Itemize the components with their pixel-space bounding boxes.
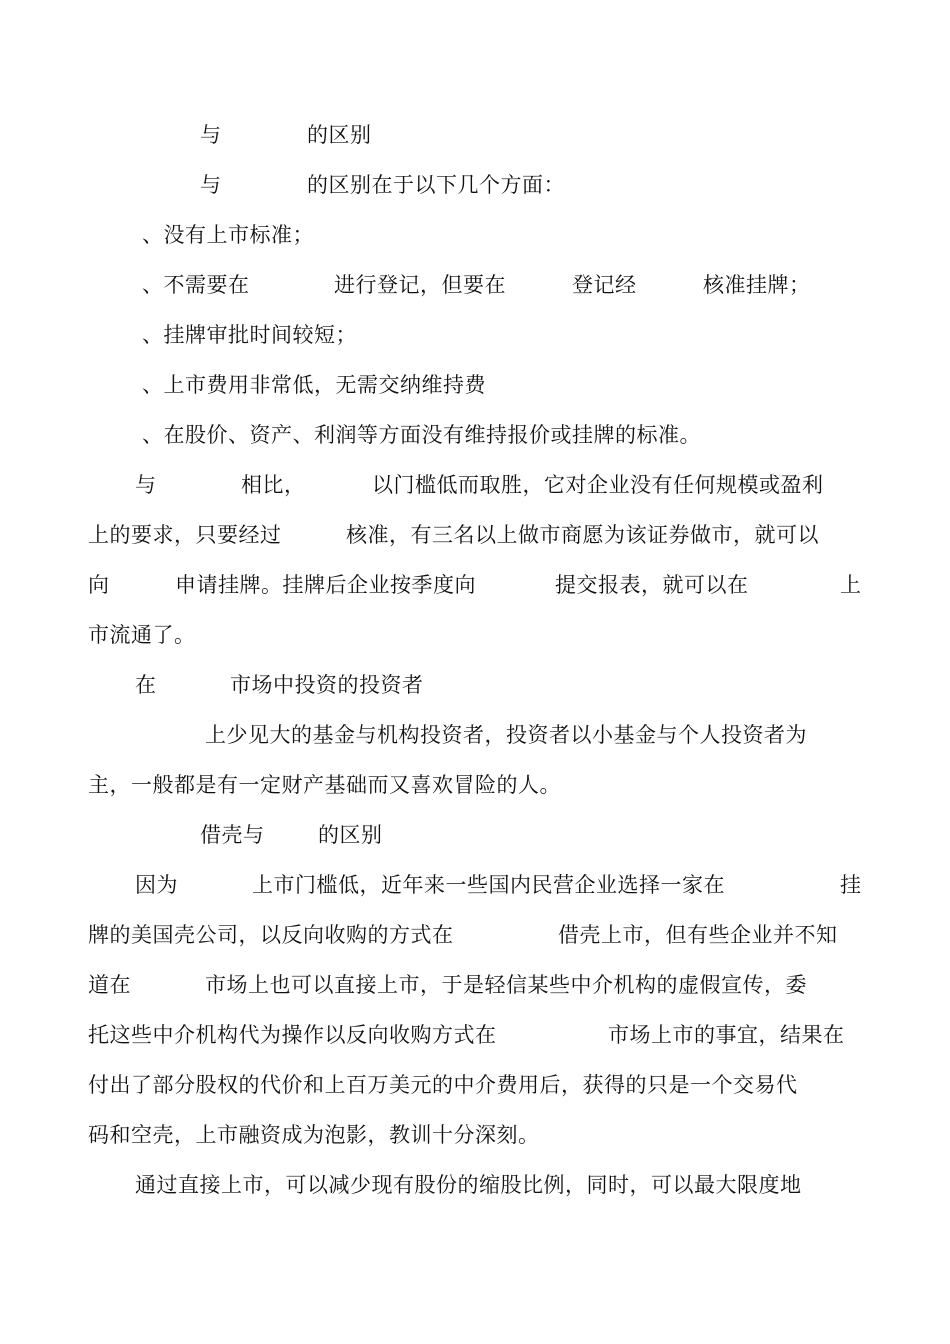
paragraph-text-part: 托这些中介机构代为操作以反向收购方式在 [88,1023,497,1047]
paragraph-text-part: 与 [135,473,157,497]
heading-text-part: 与 [200,123,222,147]
paragraph-line [88,620,196,650]
list-item-text-part: 核准挂牌； [703,273,811,297]
list-item [142,220,314,250]
list-item-text: 、挂牌审批时间较短； [142,323,357,347]
paragraph-text-part: 向 [88,573,110,597]
paragraph-text-part: 以门槛低而取胜，它对企业没有任何规模或盈利 [372,473,824,497]
list-item-text: 、在股价、资产、利润等方面没有维持报价或挂牌的标准。 [142,423,701,447]
paragraph-line [88,1070,798,1100]
list-item [142,420,701,450]
paragraph-text-part: 上的要求，只要经过 [88,523,282,547]
paragraph-text-part: 提交报表，就可以在 [555,573,749,597]
paragraph-text-part: 申请挂牌。挂牌后企业按季度向 [175,573,476,597]
intro-text-part: 的区别在于以下几个方面： [307,173,565,197]
paragraph-text-part: 因为 [135,873,178,897]
heading-text-part: 市场中投资的投资者 [230,673,424,697]
paragraph-text: 市流通了。 [88,623,196,647]
heading-text-part: 的区别 [307,123,372,147]
list-item-text: 、没有上市标准； [142,223,314,247]
paragraph-text: 上少见大的基金与机构投资者，投资者以小基金与个人投资者为 [205,723,807,747]
paragraph-text: 付出了部分股权的代价和上百万美元的中介费用后，获得的只是一个交易代 [88,1073,798,1097]
paragraph-text-part: 市场上也可以直接上市，于是轻信某些中介机构的虚假宣传，委 [205,973,807,997]
paragraph-line [88,1120,540,1150]
paragraph-text-part: 挂 [840,873,862,897]
list-item-text-part: 进行登记，但要在 [334,273,506,297]
list-item-text-part: 登记经 [572,273,637,297]
paragraph-text-part: 上市门槛低，近年来一些国内民营企业选择一家在 [252,873,725,897]
paragraph-text: 码和空壳，上市融资成为泡影，教训十分深刻。 [88,1123,540,1147]
paragraph-text-part: 牌的美国壳公司，以反向收购的方式在 [88,923,454,947]
paragraph-text-part: 市场上市的事宜，结果在 [608,1023,845,1047]
list-item-text: 、上市费用非常低，无需交纳维持费 [142,373,486,397]
paragraph-line [88,770,561,800]
paragraph-text: 通过直接上市，可以减少现有股份的缩股比例，同时，可以最大限度地 [135,1173,802,1197]
paragraph-text-part: 相比， [241,473,306,497]
heading-text-part: 的区别 [318,823,383,847]
paragraph-line [205,720,807,750]
intro-text-part: 与 [200,173,222,197]
heading-text-part: 在 [135,673,157,697]
list-item-text-part: 、不需要在 [142,273,250,297]
list-item [142,320,357,350]
heading-text-part: 借壳与 [200,823,265,847]
list-item [142,370,486,400]
paragraph-line [135,1170,802,1200]
paragraph-text-part: 核准，有三名以上做市商愿为该证券做市，就可以 [346,523,819,547]
paragraph-text: 主，一般都是有一定财产基础而又喜欢冒险的人。 [88,773,561,797]
paragraph-text-part: 道在 [88,973,131,997]
paragraph-text-part: 借壳上市，但有些企业并不知 [558,923,838,947]
paragraph-text-part: 上 [840,573,862,597]
